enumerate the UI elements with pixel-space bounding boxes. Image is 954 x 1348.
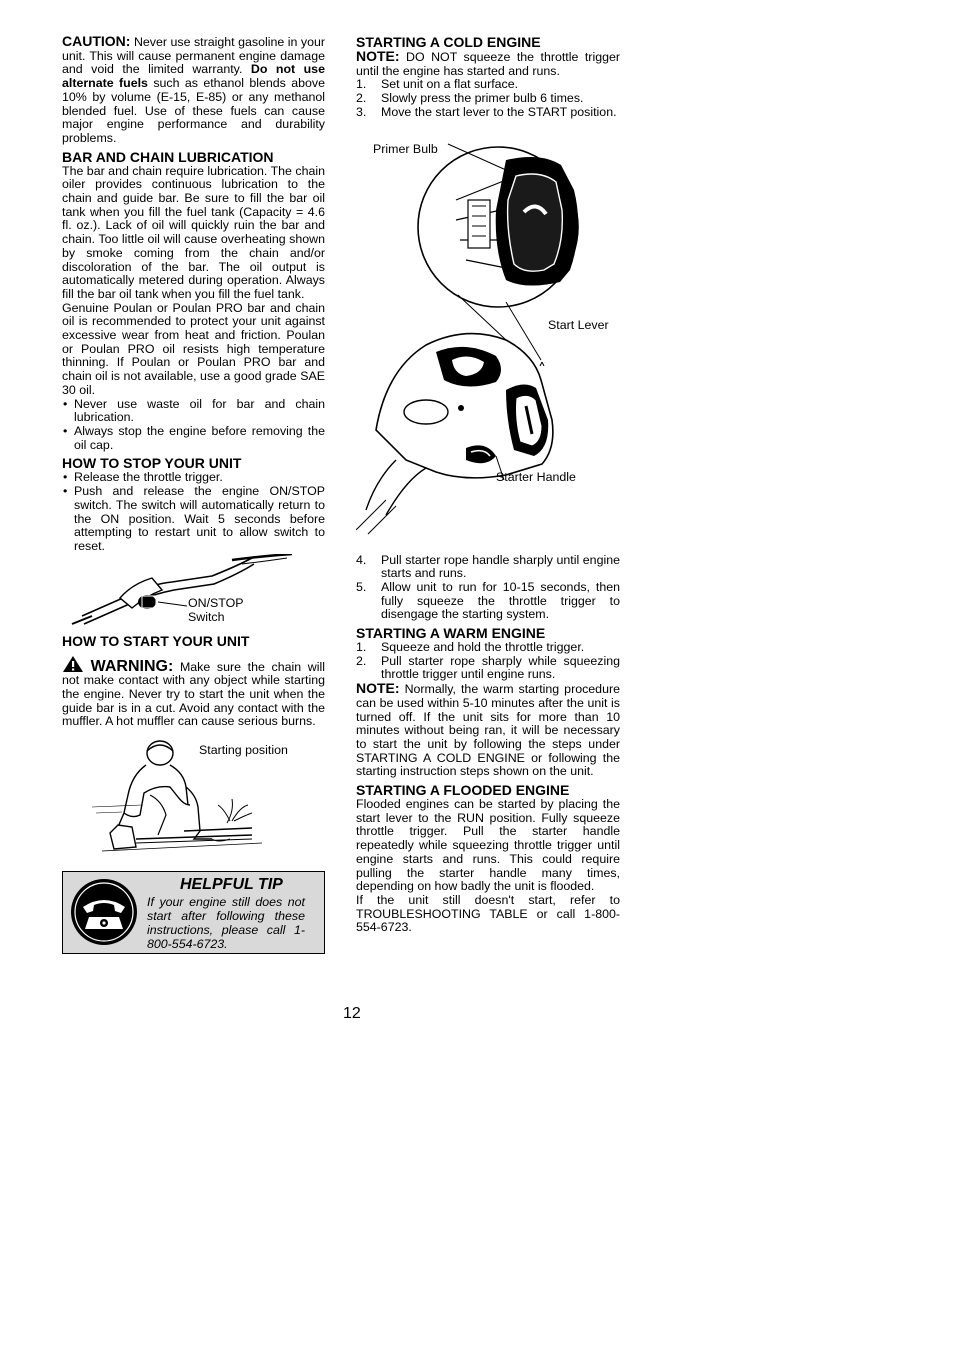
list-item: • Push and release the engine ON/STOP switch. The switch will automatically return to the ON position. Wait 5 seconds before attempting to restart unit to allow switch to reset.	[62, 485, 325, 554]
list-item: • Release the throttle trigger.	[62, 471, 325, 485]
caution-text-a: Never use straight gasoline in your unit. This will cause permanent engine damage and void the limited warranty.	[62, 35, 325, 77]
bar-chain-bullets	[62, 398, 325, 453]
start-lever-label: Start Lever	[548, 317, 609, 332]
cold-steps-list	[356, 78, 620, 119]
helpful-tip-box	[62, 871, 325, 954]
bar-chain-paragraph-2: Genuine Poulan or Poulan PRO bar and chain oil is recommended to protect your unit against excessive wear from heat and friction. Poulan or Poulan PRO oil resists high temperature thinning. If Poulan or Poulan PRO bar and chain oil is not available, use a good grade SAE 30 oil.	[62, 300, 325, 397]
caution-label: CAUTION:	[62, 33, 131, 49]
right-column	[356, 35, 620, 935]
stop-bullets	[62, 471, 325, 553]
step-text: Pull starter rope sharply while squeezing throttle trigger until engine runs.	[381, 653, 620, 682]
bar-chain-paragraph-1: The bar and chain require lubrication. The chain oiler provides continuous lubrication to the chain and guide bar. Be sure to fill the bar oil tank when you fill the fuel tank (Capacity = 4.6 fl. oz.). Lack of oil will quickly ruin the bar and chain. Too little oil will cause overheating shown by smoke coming from the chain and/or discoloration of the bar. The oil output is automatically metered during operation. Always fill the bar oil tank when you fill the fuel tank.	[62, 163, 325, 301]
switch-label: Switch	[188, 609, 225, 624]
list-item	[356, 554, 620, 581]
warm-steps-list	[356, 641, 620, 682]
telephone-icon	[69, 877, 139, 947]
step-text: Allow unit to run for 10-15 seconds, then fully squeeze the throttle trigger to disengage the starting system.	[381, 579, 620, 622]
page-number: 12	[343, 1005, 361, 1022]
list-item: • Always stop the engine before removing the oil cap.	[62, 425, 325, 452]
warning-triangle-icon	[62, 655, 84, 673]
helpful-tip-title: HELPFUL TIP	[180, 876, 283, 894]
warm-note-paragraph	[356, 682, 620, 779]
bar-chain-heading: BAR AND CHAIN LUBRICATION	[62, 148, 274, 165]
warning-label: WARNING:	[90, 657, 174, 675]
cold-note-paragraph	[356, 50, 620, 78]
cold-steps-list-2	[356, 554, 620, 623]
caution-text-b: such as ethanol blends above 10% by volume (E-15, E-85) or any methanol blended fuel. Use of these fuels can cause major engine performance and durability problems.	[62, 76, 325, 145]
left-column	[62, 35, 325, 954]
step-text: Pull starter rope handle sharply until engine starts and runs.	[381, 552, 620, 581]
starting-position-label: Starting position	[199, 743, 288, 758]
list-item	[356, 92, 620, 106]
list-item: • Never use waste oil for bar and chain lubrication.	[62, 398, 325, 425]
list-item	[356, 655, 620, 682]
step-number: 2.	[356, 653, 367, 668]
starting-position-figure	[62, 735, 325, 865]
caution-text-bold: Do not use alternate fuels	[62, 62, 325, 91]
step-number: 1.	[356, 77, 367, 92]
list-item	[356, 641, 620, 655]
step-text: Squeeze and hold the throttle trigger.	[381, 640, 585, 655]
list-item	[356, 106, 620, 120]
step-number: 5.	[356, 579, 367, 594]
step-number: 3.	[356, 104, 367, 119]
step-number: 2.	[356, 91, 367, 106]
helpful-tip-text: If your engine still does not start after following these instructions, please call 1-800-554-6723.	[147, 895, 305, 952]
warm-engine-heading: STARTING A WARM ENGINE	[356, 625, 546, 642]
flooded-paragraph-1: Flooded engines can be started by placing the start lever to the RUN position. Fully squeeze throttle trigger. Pull the starter handle repeatedly while squeezing throttle trigger until engine starts and runs. This could require pulling the starter handle many times, depending on how badly the unit is flooded.	[356, 797, 620, 894]
stop-heading: HOW TO STOP YOUR UNIT	[62, 455, 242, 472]
step-number: 1.	[356, 640, 367, 655]
warm-note-label: NOTE:	[356, 680, 400, 697]
on-stop-switch-figure	[62, 554, 325, 630]
list-item	[356, 78, 620, 92]
flooded-engine-heading: STARTING A FLOODED ENGINE	[356, 782, 570, 799]
primer-bulb-label: Primer Bulb	[373, 141, 438, 156]
starter-handle-label: Starter Handle	[496, 469, 576, 484]
warning-text: Make sure the chain will not make contact with any object while starting the engine. Never try to start the unit when the guide bar is in a cut. Avoid any contact with the muffler. A hot muffler can cause serious burns.	[62, 659, 325, 729]
cold-engine-heading: STARTING A COLD ENGINE	[356, 34, 541, 50]
step-text: Move the start lever to the START position.	[381, 104, 617, 119]
cold-note-text: DO NOT squeeze the throttle trigger until the engine has started and runs.	[356, 50, 620, 78]
step-text: Slowly press the primer bulb 6 times.	[381, 91, 584, 106]
start-heading: HOW TO START YOUR UNIT	[62, 632, 250, 649]
step-number: 4.	[356, 552, 367, 567]
cold-note-label: NOTE:	[356, 48, 400, 64]
engine-controls-illustration	[356, 130, 620, 554]
flooded-paragraph-2: If the unit still doesn't start, refer to TROUBLESHOOTING TABLE or call 1-800-554-6723.	[356, 892, 620, 935]
step-text: Set unit on a flat surface.	[381, 77, 519, 92]
warm-note-text: Normally, the warm starting procedure can be used within 5-10 minutes after the unit is turned off. If the unit sits for more than 10 minutes without being ran, it will be necessary to start the unit by following the steps under STARTING A COLD ENGINE or following the starting instruction steps shown on the unit.	[356, 682, 620, 779]
warning-paragraph	[62, 655, 325, 730]
cold-start-figure	[356, 130, 620, 554]
list-item	[356, 581, 620, 622]
on-stop-label: ON/STOP	[188, 595, 244, 610]
caution-paragraph	[62, 35, 325, 146]
